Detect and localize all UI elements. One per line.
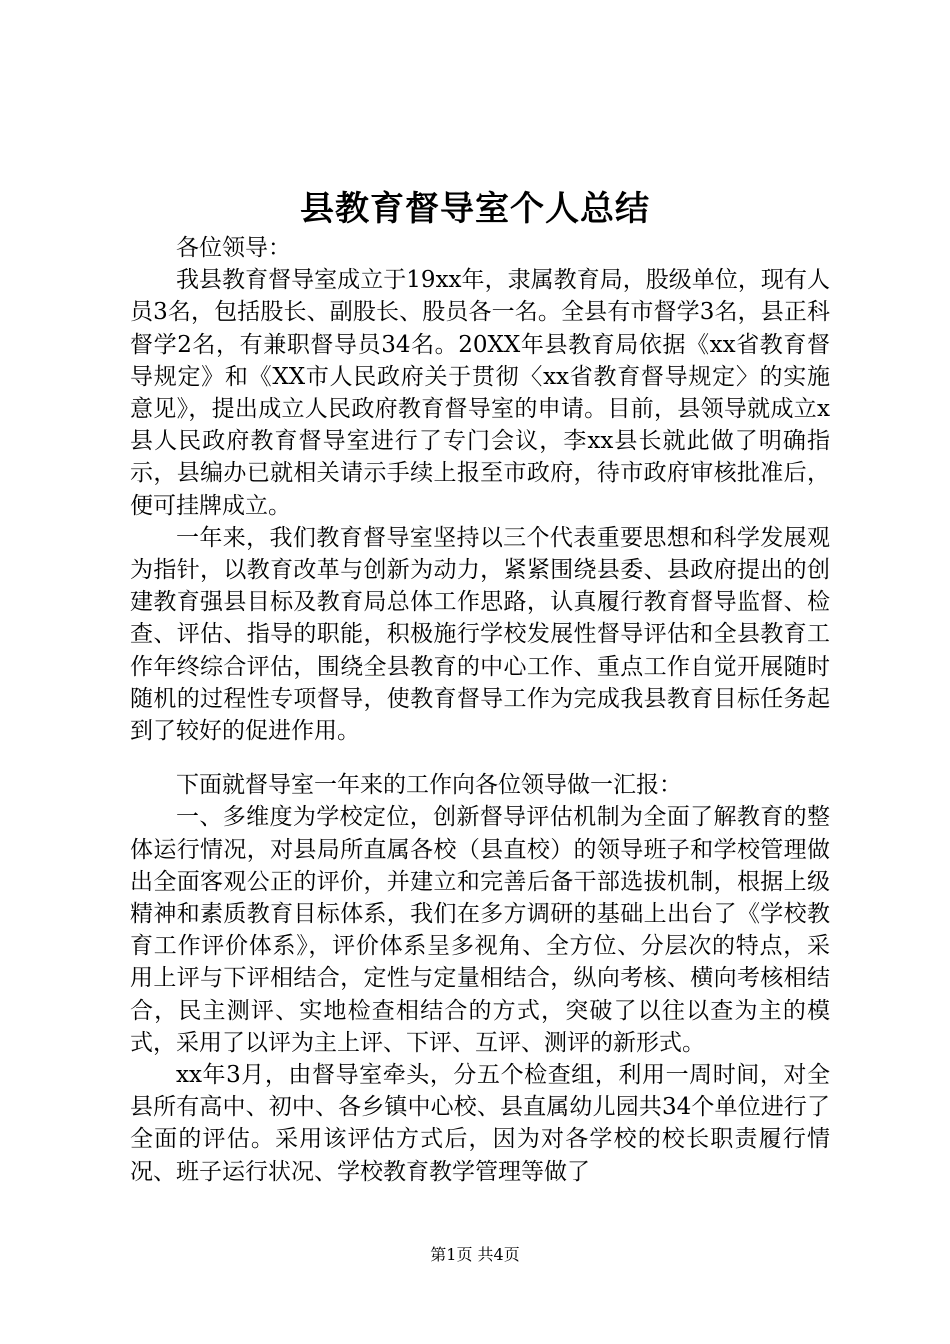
paragraph-4: 一、多维度为学校定位，创新督导评估机制为全面了解教育的整体运行情况，对县局所直属各校（县直校）的领导班子和学校管理做出全面客观公正的评价，并建立和完善后备干部选拔机制，根据上级精神和素质教育目标体系，我们在多方调研的基础上出台了《学校教育工作评价体系》，评价体系呈多视角、全方位、分层次的特点，采用上评与下评相结合，定性与定量相结合，纵向考核、横向考核相结合，民主测评、实地检查相结合的方式，突破了以往以查为主的模式，采用了以评为主上评、下评、互评、测评的新形式。 (130, 804, 830, 1056)
paragraph-5: xx年3月，由督导室牵头，分五个检查组，利用一周时间，对全县所有高中、初中、各乡镇中心校、县直属幼儿园共34个单位进行了全面的评估。采用该评估方式后，因为对各学校的校长职责履行情况、班子运行状况、学校教育教学管理等做了 (130, 1062, 830, 1185)
paragraph-salutation: 各位领导： (176, 235, 291, 261)
page-footer: 第1页 共4页 (430, 1245, 520, 1264)
page-title: 县教育督导室个人总结 (300, 189, 650, 229)
paragraph-2: 一年来，我们教育督导室坚持以三个代表重要思想和科学发展观为指针，以教育改革与创新为动力，紧紧围绕县委、县政府提出的创建教育强县目标及教育局总体工作思路，认真履行教育督导监督、检查、评估、指导的职能，积极施行学校发展性督导评估和全县教育工作年终综合评估，围绕全县教育的中心工作、重点工作自觉开展随时随机的过程性专项督导，使教育督导工作为完成我县教育目标任务起到了较好的促进作用。 (130, 524, 830, 745)
document-body (130, 232, 830, 1188)
paragraph-1: 我县教育督导室成立于19xx年，隶属教育局，股级单位，现有人员3名，包括股长、副股长、股员各一名。全县有市督学3名，县正科督学2名，有兼职督导员34名。20XX年县教育局依据《xx省教育督导规定》和《XX市人民政府关于贯彻〈xx省教育督导规定〉的实施意见》，提出成立人民政府教育督导室的申请。目前，县领导就成立x县人民政府教育督导室进行了专门会议，李xx县长就此做了明确指示，县编办已就相关请示手续上报至市政府，待市政府审核批准后，便可挂牌成立。 (130, 267, 830, 519)
paragraph-3: 下面就督导室一年来的工作向各位领导做一汇报： (176, 772, 682, 799)
